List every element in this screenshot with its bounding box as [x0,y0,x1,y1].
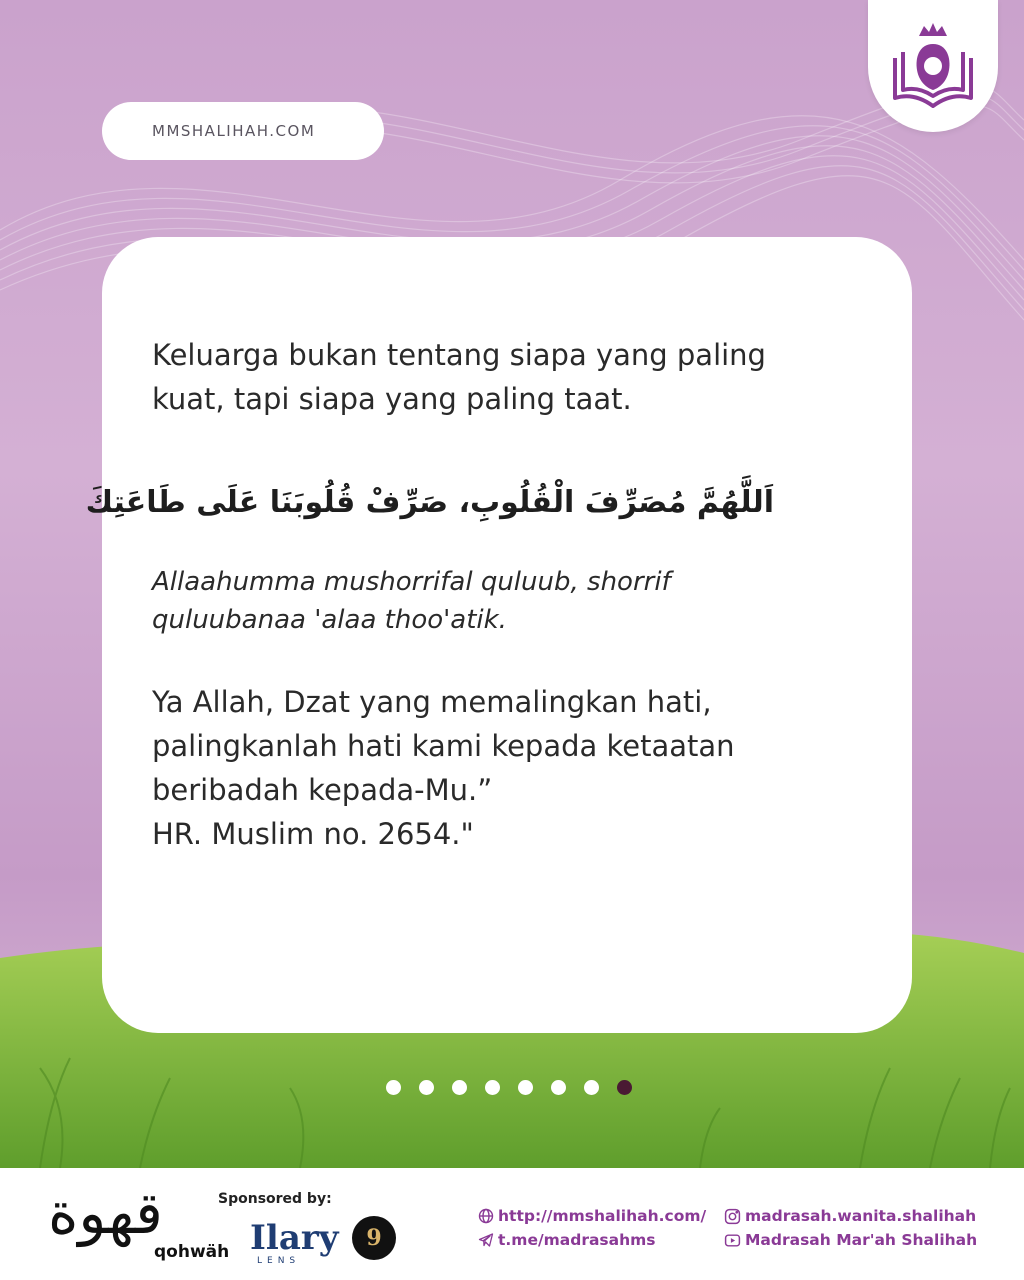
sponsor-badge-logo [352,1216,396,1260]
instagram-link-text: madrasah.wanita.shalihah [745,1207,977,1225]
translation [152,680,852,856]
translation-line: palingkanlah hati kami kepada ketaatan [152,729,735,763]
youtube-link[interactable] [724,1231,977,1249]
ilary-lens-text: LENS [257,1256,301,1266]
brand-logo [868,0,998,132]
qohwah-logo-latin: qohwäh [154,1242,230,1262]
pagination-dot[interactable] [485,1080,500,1095]
website-link[interactable] [478,1207,706,1225]
ilary-logo: Ilary [250,1218,339,1258]
translation-line: Ya Allah, Dzat yang memalingkan hati, [152,685,712,719]
pagination-dots [386,1080,632,1095]
pagination-dot[interactable] [551,1080,566,1095]
instagram-link[interactable] [724,1207,976,1225]
website-link-text: http://mmshalihah.com/ [498,1207,707,1225]
sponsor-badge-letter: 9 [366,1225,382,1251]
sponsored-label: Sponsored by: [218,1191,332,1207]
qohwah-logo-arabic: قهوة [48,1179,163,1247]
pagination-dot[interactable] [617,1080,632,1095]
book-crown-icon [881,18,985,114]
pagination-dot[interactable] [419,1080,434,1095]
globe-icon [478,1208,494,1224]
translation-line: beribadah kepada-Mu.” [152,773,493,807]
telegram-link[interactable] [478,1231,656,1249]
hadith-reference: HR. Muslim no. 2654." [152,817,474,851]
pagination-dot[interactable] [386,1080,401,1095]
telegram-icon [478,1232,494,1248]
transliteration: Allaahumma mushorrifal quluub, shorrif quluubanaa 'alaa thoo'atik. [152,567,671,635]
pagination-dot[interactable] [584,1080,599,1095]
pagination-dot[interactable] [452,1080,467,1095]
arabic-prayer: اَللَّهُمَّ مُصَرِّفَ الْقُلُوبِ، صَرِّفْ قُلُوبَنَا عَلَى طَاعَتِكَ [85,485,774,520]
youtube-link-text: Madrasah Mar'ah Shalihah [745,1231,978,1249]
website-pill[interactable]: MMSHALIHAH.COM [102,102,384,160]
youtube-icon [724,1232,741,1249]
instagram-icon [724,1208,741,1225]
main-quote: Keluarga bukan tentang siapa yang paling kuat, tapi siapa yang paling taat. [152,338,766,416]
pagination-dot[interactable] [518,1080,533,1095]
telegram-link-text: t.me/madrasahms [498,1231,656,1249]
